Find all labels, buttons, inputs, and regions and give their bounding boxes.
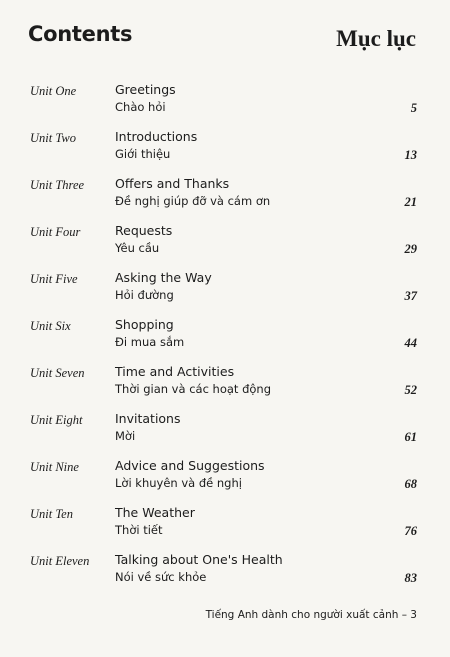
toc-entry xyxy=(0,174,450,214)
unit-title-english: Offers and Thanks xyxy=(115,176,230,191)
toc-entry xyxy=(0,409,450,449)
toc-entry xyxy=(0,80,450,120)
unit-title-vietnamese: Thời tiết xyxy=(115,523,163,537)
unit-title-vietnamese: Chào hỏi xyxy=(115,100,166,114)
unit-label: Unit Two xyxy=(30,131,76,145)
page-number: 13 xyxy=(404,148,417,162)
unit-label: Unit Six xyxy=(30,319,71,333)
page-number: 52 xyxy=(404,383,417,397)
unit-title-vietnamese: Đề nghị giúp đỡ và cám ơn xyxy=(115,194,271,208)
unit-title-vietnamese: Hỏi đường xyxy=(115,288,174,302)
toc-entry xyxy=(0,362,450,402)
unit-label: Unit Three xyxy=(30,178,85,192)
toc-entry xyxy=(0,221,450,261)
page-number: 44 xyxy=(404,336,417,350)
unit-title-vietnamese: Nói về sức khỏe xyxy=(115,570,207,584)
page-title-vietnamese: Mục lục xyxy=(336,26,416,51)
unit-title-english: The Weather xyxy=(115,505,195,520)
unit-title-english: Asking the Way xyxy=(115,270,212,285)
unit-label: Unit Seven xyxy=(30,366,85,380)
toc-entry xyxy=(0,268,450,308)
toc-entry xyxy=(0,127,450,167)
toc-entry xyxy=(0,456,450,496)
unit-title-english: Requests xyxy=(115,223,173,238)
page-number: 61 xyxy=(404,430,417,444)
unit-title-vietnamese: Yêu cầu xyxy=(115,241,160,255)
unit-label: Unit One xyxy=(30,84,77,98)
unit-title-english: Invitations xyxy=(115,411,181,426)
page-number: 68 xyxy=(404,477,417,491)
toc-entry xyxy=(0,315,450,355)
unit-label: Unit Five xyxy=(30,272,78,286)
unit-title-english: Greetings xyxy=(115,82,176,97)
page-number: 29 xyxy=(404,242,417,256)
unit-title-vietnamese: Lời khuyên và đề nghị xyxy=(115,476,242,490)
unit-label: Unit Ten xyxy=(30,507,73,521)
page-footer: Tiếng Anh dành cho người xuất cảnh – 3 xyxy=(205,609,417,621)
page-number: 37 xyxy=(404,289,417,303)
toc-entry xyxy=(0,503,450,543)
unit-title-english: Introductions xyxy=(115,129,198,144)
unit-title-vietnamese: Giới thiệu xyxy=(115,147,171,161)
page-number: 83 xyxy=(404,571,417,585)
unit-title-vietnamese: Đi mua sắm xyxy=(115,335,185,349)
unit-label: Unit Nine xyxy=(30,460,79,474)
page-number: 76 xyxy=(404,524,417,538)
unit-title-english: Talking about One's Health xyxy=(115,552,283,567)
unit-title-vietnamese: Mời xyxy=(115,429,136,443)
toc-entry xyxy=(0,550,450,590)
unit-label: Unit Eight xyxy=(30,413,83,427)
unit-title-english: Time and Activities xyxy=(115,364,235,379)
unit-title-english: Shopping xyxy=(115,317,174,332)
unit-label: Unit Four xyxy=(30,225,81,239)
page-title-english: Contents xyxy=(28,22,133,46)
page-number: 21 xyxy=(404,195,417,209)
unit-label: Unit Eleven xyxy=(30,554,90,568)
unit-title-english: Advice and Suggestions xyxy=(115,458,265,473)
page-number: 5 xyxy=(410,101,417,115)
unit-title-vietnamese: Thời gian và các hoạt động xyxy=(115,382,272,396)
